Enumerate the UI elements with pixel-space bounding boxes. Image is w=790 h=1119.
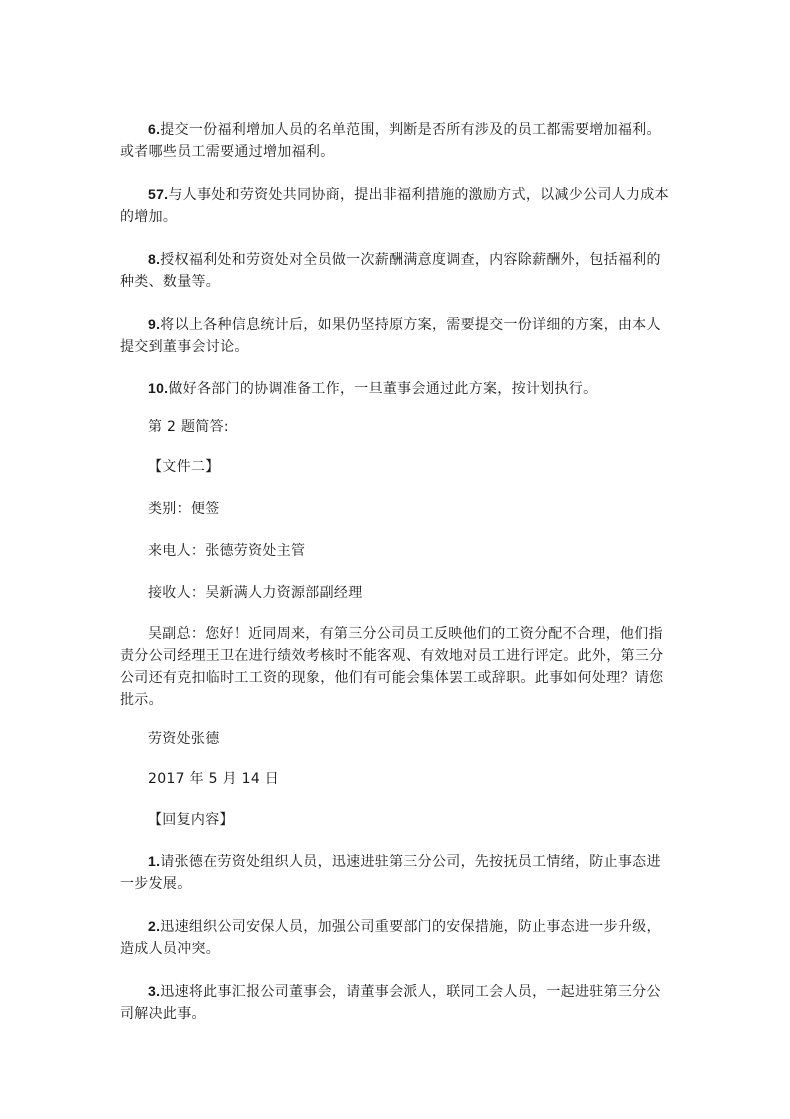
- list-item: [120, 313, 672, 358]
- item-number: 2.: [148, 918, 161, 934]
- question-heading: 第 2 题简答:: [148, 419, 229, 435]
- reply-title: 【回复内容】: [148, 812, 234, 828]
- item-text: 提交一份福利增加人员的名单范围，判断是否所有涉及的员工都需要增加福利。或者哪些员工需要通过增加福利。: [120, 122, 661, 160]
- item-text: 将以上各种信息统计后，如果仍坚持原方案，需要提交一份详细的方案，由本人提交到董事会讨论。: [120, 317, 661, 355]
- item-number: 8.: [148, 251, 161, 267]
- item-number: 1.: [148, 853, 161, 869]
- list-item: [120, 377, 672, 400]
- memo-date: 2017 年 5 月 14 日: [148, 771, 280, 787]
- item-text: 迅速将此事汇报公司董事会，请董事会派人，联同工会人员，一起进驻第三分公司解决此事。: [120, 984, 661, 1022]
- item-text: 迅速组织公司安保人员，加强公司重要部门的安保措施，防止事态进一步升级，造成人员冲突。: [120, 919, 661, 957]
- reply-item: [120, 980, 672, 1025]
- list-item: [120, 248, 672, 293]
- item-number: 6.: [148, 121, 161, 137]
- file-title: 【文件二】: [148, 459, 220, 475]
- item-text: 与人事处和劳资处共同协商，提出非福利措施的激励方式，以减少公司人力成本的增加。: [120, 187, 669, 225]
- item-number: 57.: [148, 186, 169, 202]
- item-number: 10.: [148, 380, 169, 396]
- item-text: 授权福利处和劳资处对全员做一次薪酬满意度调查，内容除薪酬外，包括福利的种类、数量等。: [120, 252, 661, 290]
- document-content: [120, 118, 672, 1025]
- item-text: 做好各部门的协调准备工作，一旦董事会通过此方案，按计划执行。: [168, 381, 598, 397]
- item-text: 请张德在劳资处组织人员，迅速进驻第三分公司，先按抚员工情绪，防止事态进一步发展。: [120, 854, 661, 892]
- memo-body: 吴副总：您好！近同周来，有第三分公司员工反映他们的工资分配不合理，他们指责分公司经理王卫在进行绩效考核时不能客观、有效地对员工进行评定。此外，第三分公司还有克扣临时工工资的现象，他们有可能会集体罢工或辞职。此事如何处理？请您批示。: [120, 626, 664, 708]
- item-number: 3.: [148, 983, 161, 999]
- item-number: 9.: [148, 316, 161, 332]
- reply-item: [120, 915, 672, 960]
- reply-item: [120, 850, 672, 895]
- memo-receiver: 接收人：吴新满人力资源部副经理: [148, 585, 363, 601]
- memo-caller: 来电人：张德劳资处主管: [148, 543, 306, 559]
- memo-signature: 劳资处张德: [148, 731, 220, 747]
- list-item: [120, 183, 672, 228]
- memo-category: 类别：便签: [148, 501, 220, 517]
- list-item: [120, 118, 672, 163]
